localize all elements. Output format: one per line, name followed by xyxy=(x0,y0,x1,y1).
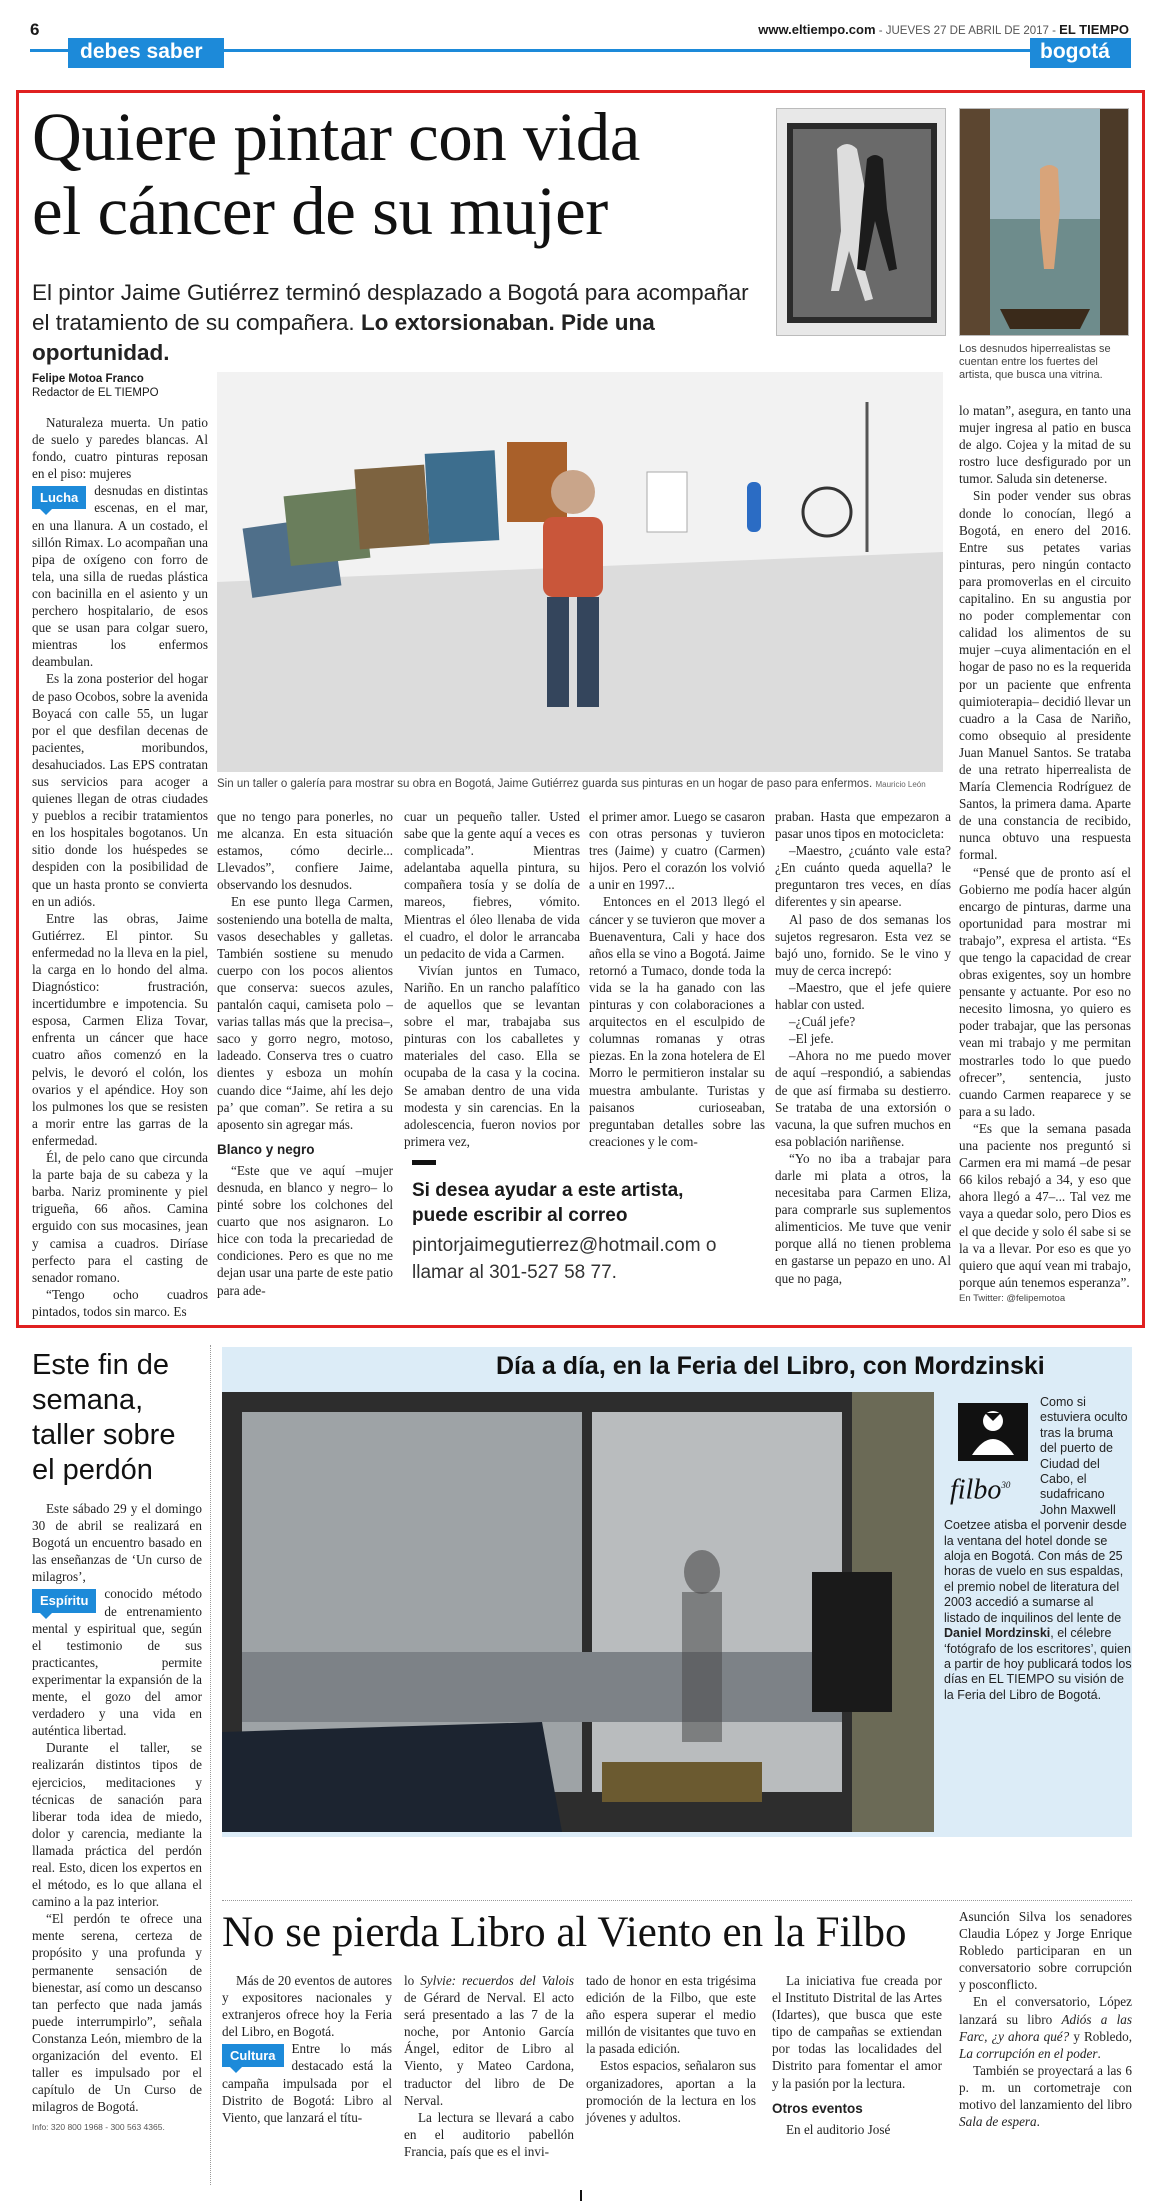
libro-col-2: lo Sylvie: recuerdos del Valois de Gérard de Nerval. El acto será presentado a las 7 de la noche, por Antonio García Ángel, editor de Libro al Viento, y Mateo Cardona, traductor del libro de De Nerval. La lectura se llevará a cabo en el auditorio pabellón Francia, país que es el invi- xyxy=(404,1973,574,2159)
side-story-info: Info: 320 800 1968 - 300 563 4365. xyxy=(32,2122,165,2133)
main-col-1: Naturaleza muerta. Un patio de suelo y paredes blancas. Al fondo, cuatro pinturas reposan en el piso: mujeres Lucha desnudas en distintas escenas, en el mar, en una llanura. A un costado, el sillón Rimax. Lo acompañan una pipa de oxígeno con forro de tela, una silla de ruedas plástica con bacinilla en el asiento y un perchero hospitalario, de esos que se usan para colgar suero, mientras los enfermos deambulan. Es la zona posterior del hogar de paso Ocobos, sobre la avenida Boyacá con calle 55, un lugar por el que desfilan decenas de pacientes, moribundos, desahuciados. Las EPS contratan sus servicios para acoger a quienes llegan de otras ciudades y pueblos a recibir tratamientos en los hospitales bogotanos. Un sitio donde los huéspedes se despiden con la posibilidad de que un hasta pronto se convierta en un adiós. Entre las obras, Jaime Gutiérrez. El pintor. Su enfermedad no la lleva en la piel, la carga en lo hondo del alma. Diagnóstico: frustración, incertidumbre e impotencia. Su esposa, Carmen Eliza Tovar, enfrenta un cáncer que hace cuatro años comenzó en la pelvis, le devoró el colón, los ovarios y el apéndice. Hoy son los pulmones los que se resisten a morir entre las garras de la enfermedad. Él, de pelo cano que circunda la parte baja de su cabeza y la barba. Nariz prominente y piel trigueña, 66 años. Camina erguido con sus mocasines, jean y camisa a cuadros. Diríase perfecto para el casting de senador romano. “Tengo ocho cuadros pintados, todos sin marco. Es xyxy=(32,415,208,1319)
site-url[interactable]: www.eltiempo.com xyxy=(758,22,876,37)
headline xyxy=(32,100,762,248)
subhead-otros-eventos: Otros eventos xyxy=(772,2100,863,2116)
painting-photo-pier[interactable] xyxy=(959,108,1129,336)
main-col-3: cuar un pequeño taller. Usted sabe que la gente aquí a veces es complicada”. Mientras adelantaba aquella pintura, su compañera tosía y se dolía de mareos, fiebres, vómito. Mientras el óleo llenaba de vida el cuadro, el dolor le arrancaba un pedacito de vida a Carmen. Vivían juntos en Tumaco, Nariño. En un rancho palafítico de aquellos que se levantan sobre el mar, trabajaba sus pinturas con los caballetes y materiales del caso. Ella se ocupaba de la casa y la cocina. Se amaban dentro de una vida modesta y sin carencias. En la adolescencia, fueron novios por primera vez, xyxy=(404,809,580,1149)
deck-bold: Lo extorsionaban. Pide una oportunidad. xyxy=(32,310,655,365)
photo-credit: Mauricio León xyxy=(875,780,926,789)
masthead-line xyxy=(758,22,1129,37)
subhead-blanco-negro: Blanco y negro xyxy=(217,1141,315,1157)
left-column-divider xyxy=(210,1345,211,2185)
page-number: 6 xyxy=(30,20,40,39)
bottom-center-mark xyxy=(580,2190,582,2201)
help-box-title: Si desea ayudar a este artista, puede escribir al correo xyxy=(412,1180,684,1226)
libro-col-1: Más de 20 eventos de autores y expositores nacionales y extranjeros ofrece hoy la Feria del Libro, en Bogotá. Cultura Entre lo más destacado está la campaña impulsada por el Distrito de Bogotá: Libro al Viento, que lanzará el títu- xyxy=(222,1973,392,2125)
main-col-5: praban. Hasta que empezaron a pasar unos tipos en motocicleta: –Maestro, ¿cuánto vale esta? ¿En cuánto queda aquella? le preguntaron tres veces, en días diferentes y sin apearse. Al paso de dos semanas los sujetos regresaron. Esta vez se bajó uno, fornido. Se le vino y muy de cerca increpó: –Maestro, que el jefe quiere hablar con usted. –¿Cuál jefe? –El jefe. –Ahora no me puedo mover de aquí –respondió, a sabiendas de que así firmaba su destierro. Se trataba de una extorsión o vacuna, la que sufren muchos en esa población nariñense. “Yo no iba a trabajar para darle mi plata a otros, la necesitaba para Carmen Eliza, para comprarle sus suplementos alimenticios. Me tuve que venir porque allá no tienen problema en gastarse un pepazo en uno. Al que no paga, xyxy=(775,809,951,1286)
main-col-6: lo matan”, asegura, en tanto una mujer ingresa al patio en busca de algo. Cojea y la mitad de su rostro luce desfigurado por un tumor. Saluda sin detenerse. Sin poder vender sus obras donde lo conocían, llegó a Bogotá, en enero del 2016. Entre sus petates varias pinturas, pero ningún contacto para promoverlas en el circuito capitalino. En su angustia por no poder complementar con calidad los alimentos de su mujer –cuya alimentación en el hogar de paso no es la requerida por un paciente que enfrenta quimioterapia– decidió llevar un cuadro a la Casa de Nariño, como obsequio al presidente Juan Manuel Santos. Se trataba de una retrato hiperrealista de María Clemencia Rodríguez de Santos, la primera dama. Aparte de una constancia de recibido, nunca obtuvo una respuesta formal. “Pensé que de pronto así el Gobierno me podía hacer algún encargo de pinturas, darme una oportunidad para mostrar mi trabajo”, expresa el artista. “Es que tengo la capacidad de crear obras exigentes, soy un hombre pensante y actuante. Por eso no necesito limosna, yo quiero es poder trabajar, que las personas vean mi trabajo y me permitan mostrarles todo lo que puedo ofrecer”, sentencia, justo cuando Carmen reaparece y se para a su lado. “Es que la semana pasada una paciente nos preguntó si Carmen era mi mamá –de pesar 66 kilos rebajó a 34, y eso que ahora llegó a 47–... Tal vez me vaya a quedar solo, pero Dios es el que decide y solo él sabe si se la va a llevar. Por eso es que yo quiero que aquí vean mi trabajo, porque aún tenemos esperanza”. xyxy=(959,403,1131,1290)
book-title-sylvie: Sylvie: recuerdos del Valois xyxy=(420,1973,574,1988)
libro-col-4: La iniciativa fue creada por el Instituto Distrital de las Artes (Idartes), que busca que este tipo de campañas se extiendan por todas las localidades del Distrito para fomentar el amor y la pasión por la lectura. Otros eventos En el auditorio José xyxy=(772,1973,942,2137)
lower-divider xyxy=(222,1900,1132,1901)
section-label-lucha: Lucha xyxy=(32,486,86,509)
help-box-contact: pintorjaimegutierrez@hotmail.com o llamar al 301-527 58 77. xyxy=(412,1235,717,1283)
byline-role: Redactor de EL TIEMPO xyxy=(32,387,159,399)
libro-headline: No se pierda Libro al Viento en la Filbo xyxy=(222,1909,907,1956)
byline xyxy=(32,372,212,400)
main-photo-painter[interactable] xyxy=(217,372,943,772)
libro-col-3: tado de honor en esta trigésima edición de la Filbo, que este año espera superar el medio millón de visitantes que tuvo en la pasada edición. Estos espacios, señalaron sus organizadores, aportan a la promoción de la lectura en los jóvenes y adultos. xyxy=(586,1973,756,2125)
filbo-title: Día a día, en la Feria del Libro, con Mordzinski xyxy=(496,1352,1045,1380)
coetzee-photo[interactable] xyxy=(222,1392,934,1832)
side-story-body: Este sábado 29 y el domingo 30 de abril se realizará en Bogotá un encuentro basado en las enseñanzas de ‘Un curso de milagros’, Espíritu conocido método de entrenamiento mental y espiritual que, según el testimonio de sus practicantes, permite experimentar la expansión de la mente, el gozo del amor verdadero y una vida en auténtica libertad. Durante el taller, se realizarán distintos tipos de ejercicios, meditaciones y técnicas de sanación para liberar toda idea de miedo, dolor y carencia, mediante la llamada práctica del perdón real. Esto, dicen los expertos en el método, es lo que allana el camino a la paz interior. “El perdón te ofrece una mente serena, certeza de propósito y una profunda y permanente sensación de bienestar, así como un descanso tan perfecto que nada jamás puede interrumpirlo”, señala Constanza León, miembro de la organización del evento. El taller es impulsado por el capítulo de Un Curso de milagros de Bogotá. Info: 320 800 1968 - 300 563 4365. xyxy=(32,1500,202,2170)
main-col-2: que no tengo para ponerles, no me alcanza. En esta situación estamos, cómo decirle... Llevados”, confiere Jaime, observando los desnudos. En ese punto llega Carmen, sosteniendo una botella de malta, vasos desechables y galletas. También sostiene su menudo cuerpo con los pocos alientos que conserva: suecos azules, pantalón caqui, camiseta polo –varias tallas más que la precisa–, saco y gorro negro, motoso, ladeado. Conserva tres o cuatro dientes y esboza un mohín cuando dice “Jaime, ahí les dejo pa’ que coman”. Se retira a su aposento sin agregar más. Blanco y negro “Este que ve aquí –mujer desnuda, en blanco y negro– lo pinté sobre los colchones del cuarto que nos asignaron. Lo hice con toda la precariedad de condiciones. Pero es que no me dejan usar una parte de este patio para ade- xyxy=(217,809,393,1298)
painting-photo-dancers[interactable] xyxy=(776,108,946,336)
top-photo-caption: Los desnudos hiperrealistas se cuentan entre los fuertes del artista, que busca una vitrina. xyxy=(959,343,1111,381)
filbo-logo-text: filbo xyxy=(950,1474,1002,1506)
section-tag-right[interactable]: bogotá xyxy=(1030,38,1131,68)
section-label-espiritu: Espíritu xyxy=(32,1589,96,1612)
issue-date: - JUEVES 27 DE ABRIL DE 2017 - xyxy=(875,25,1060,37)
deck: El pintor Jaime Gutiérrez terminó desplazado a Bogotá para acompañar el tratamiento de su compañera. Lo extorsionaban. Pide una oportunidad. xyxy=(32,280,749,365)
main-photo-caption: Sin un taller o galería para mostrar su obra en Bogotá, Jaime Gutiérrez guarda sus pinturas en un hogar de paso para enfermos. Mauricio León xyxy=(217,778,926,790)
headline-line-2: el cáncer de su mujer xyxy=(32,173,608,249)
help-email-link[interactable]: pintorjaimegutierrez@hotmail.com xyxy=(412,1235,701,1256)
filbo-text-flow: Como si estuviera oculto tras la bruma del puerto de Ciudad del Cabo, el sudafricano John Maxwell Coetzee atisba el porvenir desde la ventana del hotel donde se aloja en Bogotá. Con más de 25 horas de vuelo en sus espaldas, el premio nobel de literatura del 2003 accedió a sumarse al listado de inquilinos del lente de Daniel Mordzinski, el célebre ‘fotógrafo de los escritores’, quien a partir de hoy publicará todos los días en EL TIEMPO su visión de la Feria del Libro de Bogotá. xyxy=(944,1395,1132,1702)
filbo-logo-sup: 30 xyxy=(1001,1480,1011,1490)
side-story-title: Este fin de semana, taller sobre el perdón xyxy=(32,1349,176,1486)
byline-name: Felipe Motoa Franco xyxy=(32,373,144,385)
paper-name: EL TIEMPO xyxy=(1059,22,1129,37)
section-tag-left[interactable]: debes saber xyxy=(68,38,224,68)
headline-line-1: Quiere pintar con vida xyxy=(32,99,640,175)
help-box-rule xyxy=(412,1160,436,1165)
libro-col-5: Asunción Silva los senadores Claudia López y Jorge Enrique Robledo participaran en un conversatorio sobre corrupción y posconflicto. En el conversatorio, López lanzará su libro Adiós a las Farc, ¿y ahora qué? y Robledo, La corrupción en el poder. También se proyectará a las 6 p. m. un cortometraje con motivo del lanzamiento del libro Sala de espera. xyxy=(959,1909,1132,2130)
main-col-4: el primer amor. Luego se casaron con otras personas y tuvieron tres (Jaime) y cuatro (Carmen) hijos. Pero el corazón los volvió a unir en 1997... Entonces en el 2013 llegó el cáncer y se tuvieron que mover a Buenaventura, Cali y hace dos años ella se vino a Bogotá. Jaime retornó a Tumaco, donde toda la vida se la ha ganado con las pinturas y con colaboraciones a arquitectos en el esculpido de columnas romanas y otras piezas. En la zona hotelera de El Morro le permitieron instalar su muestra ambulante. Turistas y paisanos curioseaban, preguntaban detalles sobre las creaciones y le com- xyxy=(589,809,765,1149)
photographer-name: Daniel Mordzinski xyxy=(944,1626,1051,1641)
twitter-handle[interactable]: En Twitter: @felipemotoa xyxy=(959,1293,1066,1304)
section-label-cultura: Cultura xyxy=(222,2044,284,2067)
